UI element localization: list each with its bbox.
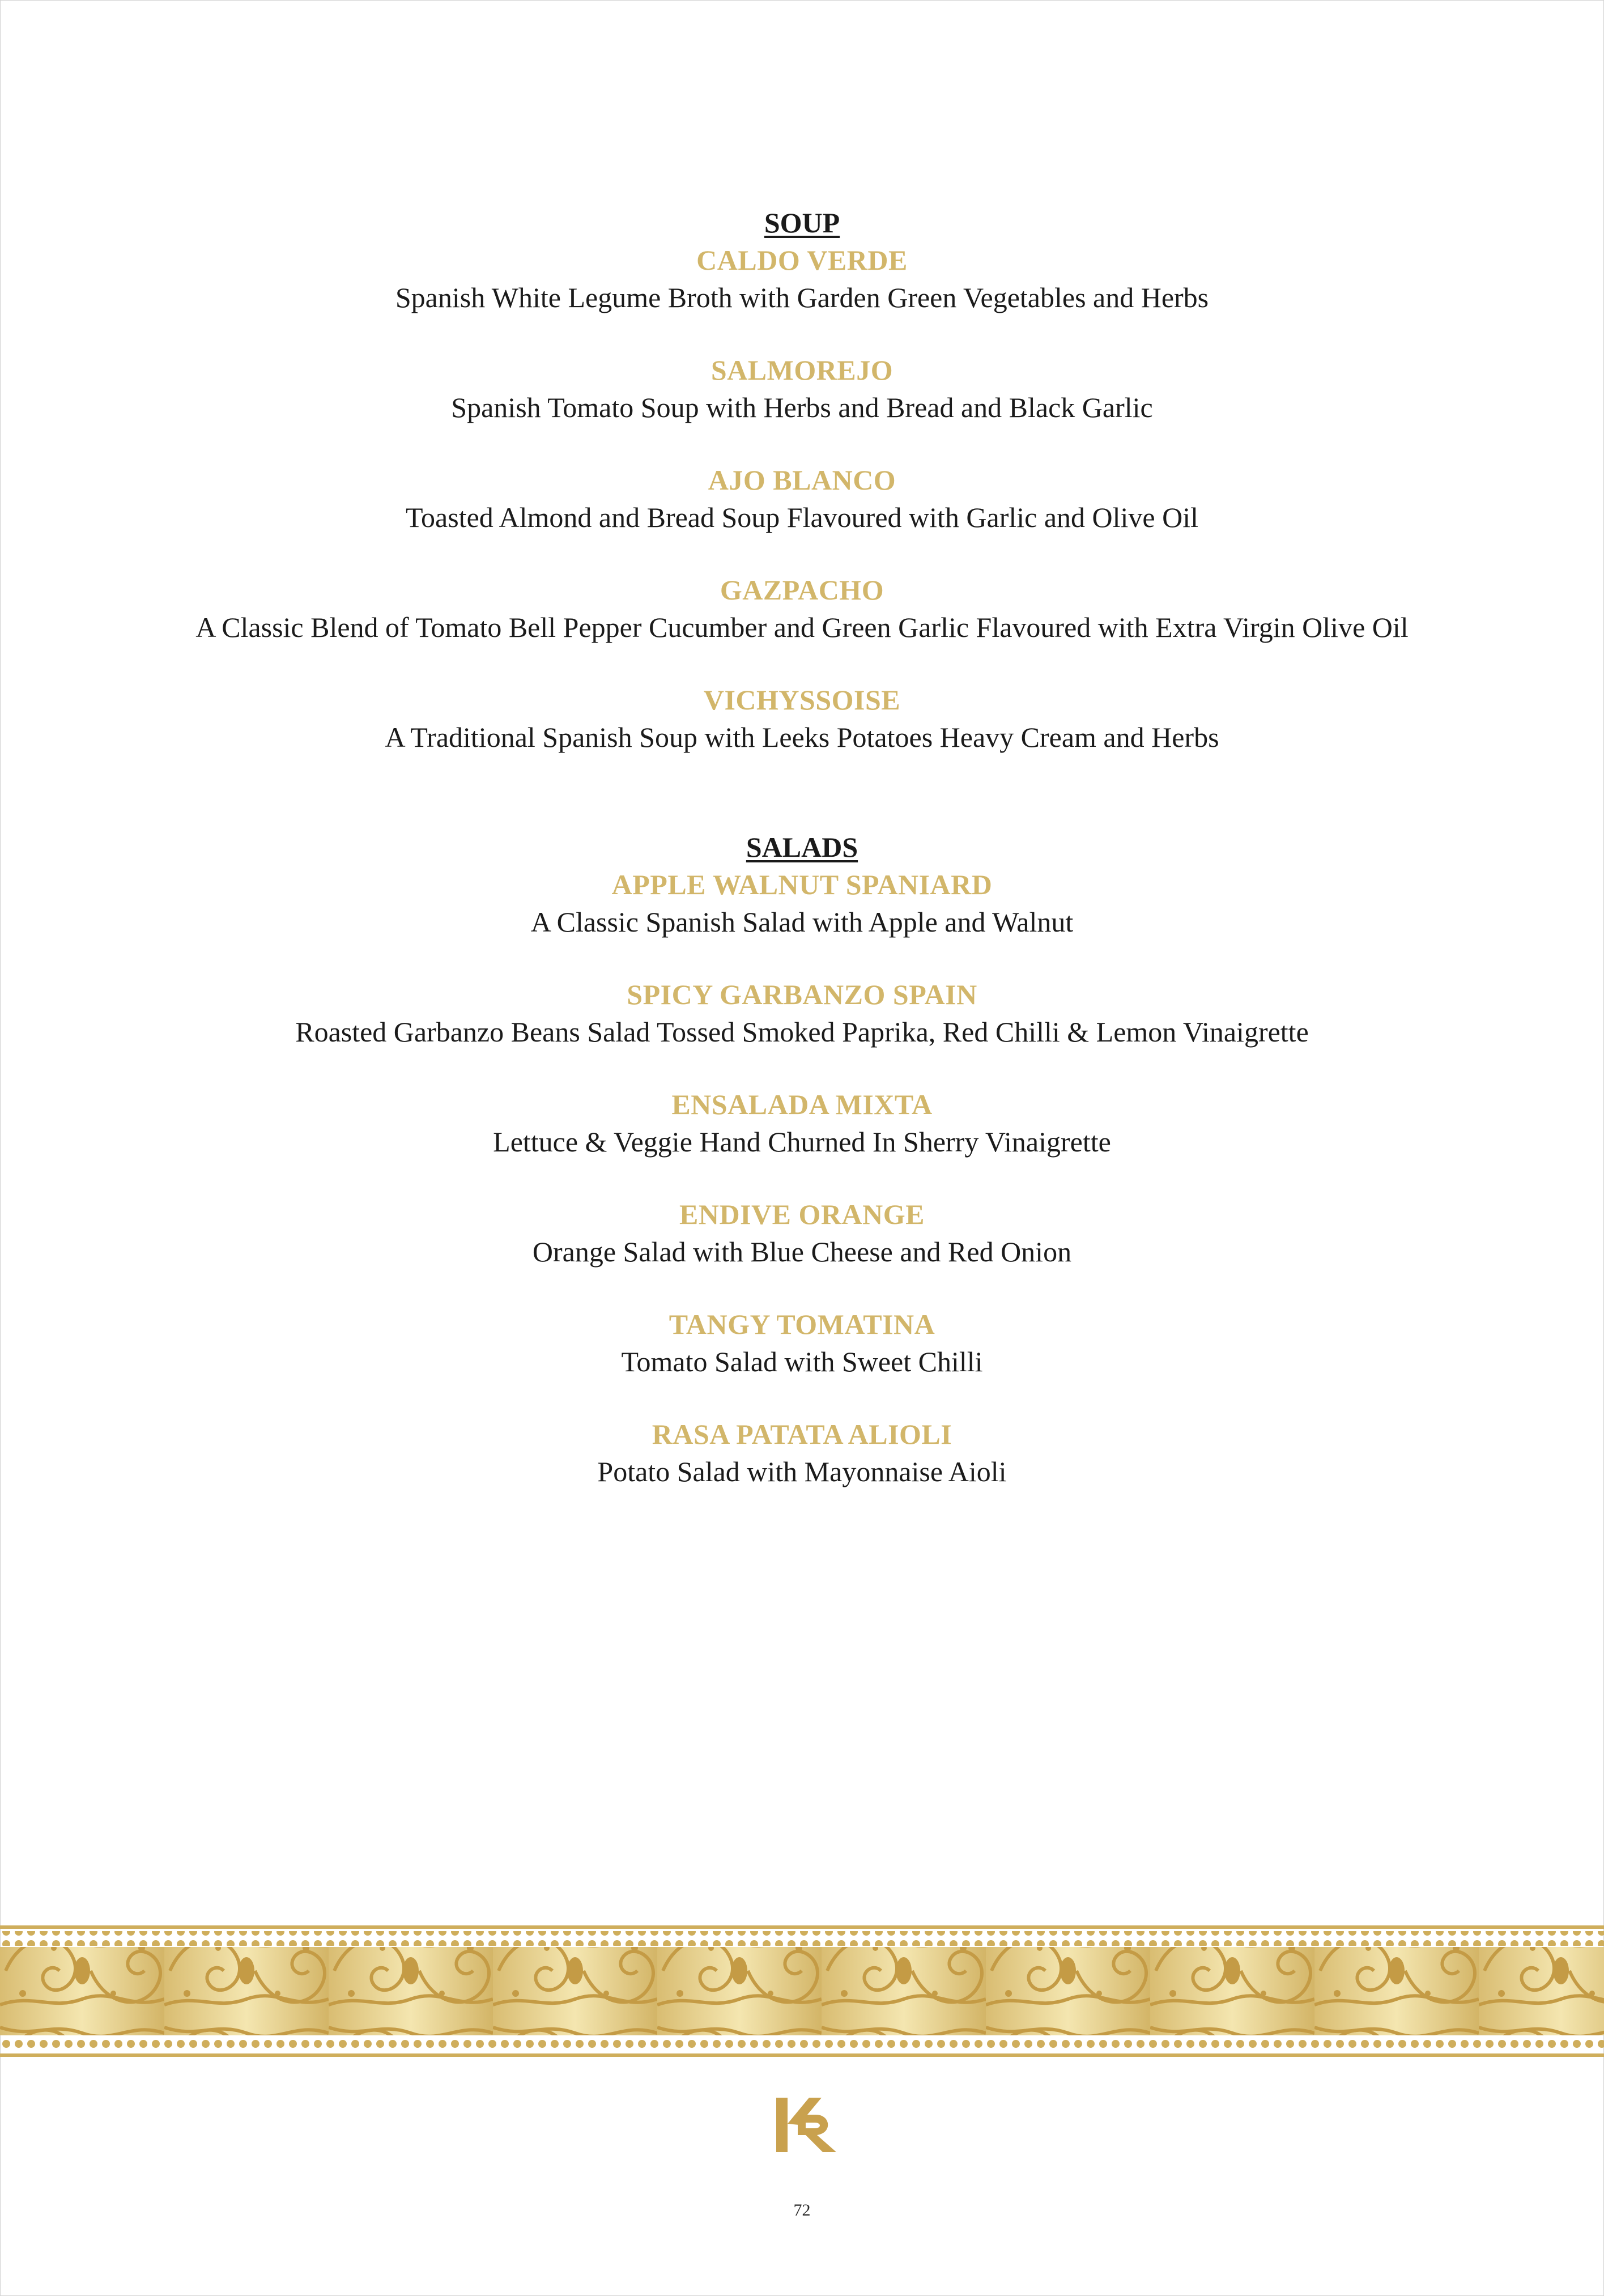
menu-item-name: ENSALADA MIXTA [671,1089,933,1120]
menu-item [0,461,1604,536]
menu-item [0,681,1604,756]
menu-item [0,571,1604,646]
section-heading: SALADS [746,831,858,863]
menu-item-name: TANGY TOMATINA [669,1308,935,1340]
menu-item-description: A Classic Spanish Salad with Apple and Walnut [530,906,1074,938]
menu-item-name: GAZPACHO [720,574,884,606]
menu-item [0,1306,1604,1380]
menu-item-description: Lettuce & Veggie Hand Churned In Sherry Vinaigrette [493,1126,1111,1158]
menu-item [0,1196,1604,1270]
menu-item-description: Orange Salad with Blue Cheese and Red Onion [532,1236,1072,1268]
menu-item-name: ENDIVE ORANGE [679,1198,925,1230]
menu-item [0,976,1604,1051]
menu-item [0,1086,1604,1160]
kr-monogram-logo-icon [776,2098,836,2152]
menu-item-name: SPICY GARBANZO SPAIN [627,979,977,1010]
gold-floral-border-icon [0,1925,1604,2057]
menu-item-name: AJO BLANCO [708,464,896,496]
menu-item-name: APPLE WALNUT SPANIARD [611,869,993,900]
section-salads [0,828,1604,1490]
menu-item-description: A Traditional Spanish Soup with Leeks Potatoes Heavy Cream and Herbs [385,721,1219,753]
menu-item-name: SALMOREJO [710,354,894,386]
menu-item-name: RASA PATATA ALIOLI [652,1418,952,1450]
menu-item-name: VICHYSSOISE [703,684,901,716]
menu-item-description: Spanish Tomato Soup with Herbs and Bread and Black Garlic [451,392,1153,423]
menu-content [0,204,1604,1525]
menu-item-description: Toasted Almond and Bread Soup Flavoured with Garlic and Olive Oil [405,501,1199,533]
menu-item-description: A Classic Blend of Tomato Bell Pepper Cucumber and Green Garlic Flavoured with Extra Virgin Olive Oil [195,611,1409,643]
page-number: 72 [793,2201,811,2220]
menu-item-description: Potato Salad with Mayonnaise Aioli [597,1456,1007,1487]
menu-item [0,1415,1604,1490]
section-heading: SOUP [764,207,840,239]
menu-item [0,241,1604,316]
section-soup [0,204,1604,756]
menu-item-description: Tomato Salad with Sweet Chilli [621,1346,983,1377]
menu-item-description: Roasted Garbanzo Beans Salad Tossed Smoked Paprika, Red Chilli & Lemon Vinaigrette [295,1016,1309,1048]
menu-item [0,866,1604,941]
menu-item-description: Spanish White Legume Broth with Garden Green Vegetables and Herbs [395,282,1209,313]
menu-item-name: CALDO VERDE [696,244,908,276]
menu-item [0,351,1604,426]
